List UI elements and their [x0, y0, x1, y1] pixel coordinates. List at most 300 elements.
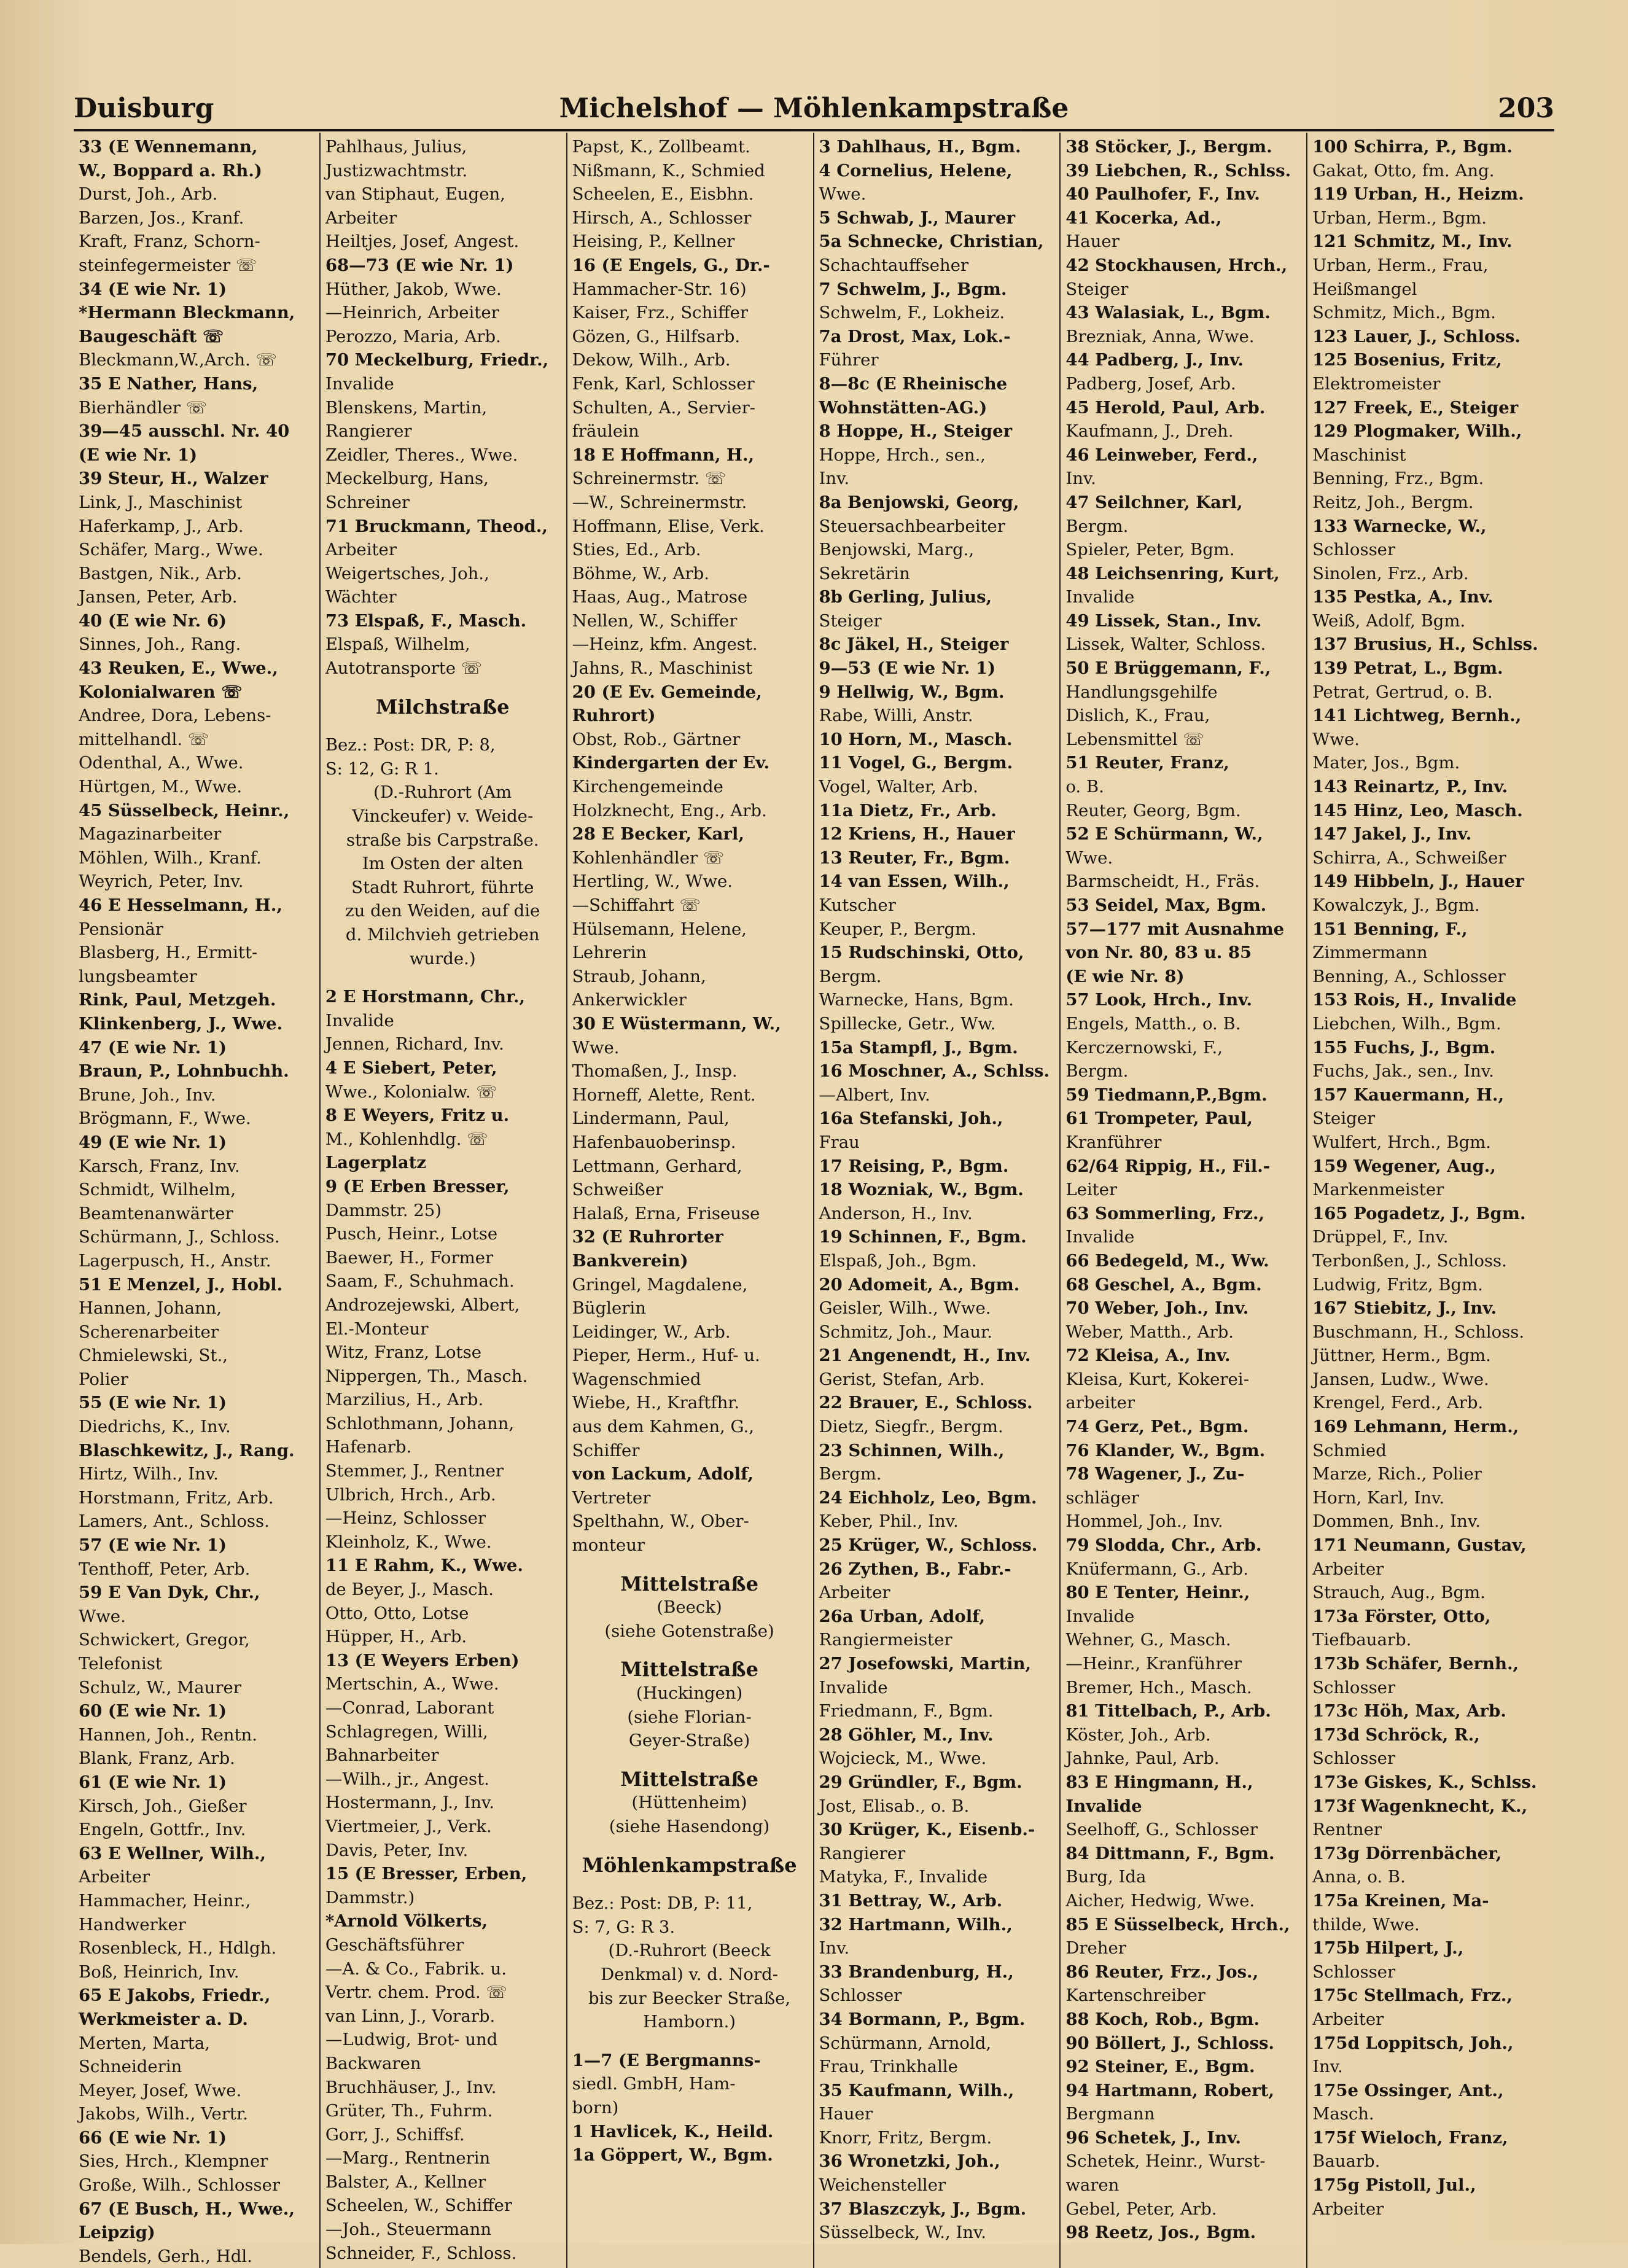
directory-entry: 12 Kriens, H., Hauer: [819, 824, 1015, 844]
directory-entry: Markenmeister: [1312, 1180, 1444, 1200]
directory-entry: Jost, Elisab., o. B.: [819, 1796, 970, 1816]
directory-entry: Schlosser: [1312, 1677, 1396, 1697]
directory-entry: Odenthal, A., Wwe.: [79, 753, 244, 773]
directory-entry: 141 Lichtweg, Bernh.,: [1312, 706, 1522, 726]
directory-entry: Invalide: [1065, 1606, 1135, 1626]
directory-entry: Padberg, Josef, Arb.: [1065, 373, 1236, 394]
directory-entry: 96 Schetek, J., Inv.: [1065, 2127, 1241, 2148]
directory-entry: Rosenbleck, H., Hdlgh.: [79, 1938, 277, 1958]
directory-entry: fräulein: [572, 421, 639, 442]
directory-entry: 67 (E Busch, H., Wwe.,: [79, 2199, 295, 2219]
directory-entry: Schlothmann, Johann,: [325, 1413, 515, 1433]
directory-entry: Kaiser, Frz., Schiffer: [572, 303, 749, 323]
directory-entry: Gözen, G., Hilfsarb.: [572, 326, 741, 346]
directory-entry: M., Kohlenhdlg. ☏: [325, 1129, 488, 1149]
directory-entry: 3 Dahlhaus, H., Bgm.: [819, 137, 1021, 157]
directory-entry: Masch.: [1312, 2104, 1374, 2124]
directory-entry: 19 Schinnen, F., Bgm.: [819, 1227, 1027, 1247]
directory-entry: 23 Schinnen, Wilh.,: [819, 1440, 1005, 1460]
directory-entry: Otto, Otto, Lotse: [325, 1603, 469, 1623]
directory-entry: Benning, Frz., Bgm.: [1312, 469, 1484, 489]
directory-entry: 41 Kocerka, Ad.,: [1065, 208, 1222, 228]
directory-entry: Burg, Ida: [1065, 1867, 1147, 1887]
directory-entry: 8 E Weyers, Fritz u.: [325, 1105, 510, 1126]
directory-entry: 46 E Hesselmann, H.,: [79, 895, 282, 915]
directory-entry: 9 Hellwig, W., Bgm.: [819, 682, 1005, 702]
directory-entry: 81 Tittelbach, P., Arb.: [1065, 1701, 1271, 1721]
directory-entry: 175d Loppitsch, Joh.,: [1312, 2033, 1514, 2053]
directory-entry: Urban, Herm., Frau,: [1312, 255, 1489, 275]
directory-entry: 11 Vogel, G., Bergm.: [819, 753, 1013, 773]
directory-entry: Hülsemann, Helene,: [572, 919, 747, 939]
directory-entry: Chmielewski, St.,: [79, 1346, 228, 1366]
directory-entry: Dammstr. 25): [325, 1200, 442, 1220]
directory-entry: Geyer-Straße): [628, 1731, 750, 1751]
directory-entry: Blasberg, H., Ermitt-: [79, 943, 258, 963]
directory-entry: 9—53 (E wie Nr. 1): [819, 658, 996, 679]
directory-entry: W., Boppard a. Rh.): [79, 160, 262, 181]
directory-entry: Invalide: [1065, 1227, 1135, 1247]
directory-entry: (siehe Gotenstraße): [604, 1621, 774, 1641]
directory-entry: 119 Urban, H., Heizm.: [1312, 184, 1524, 205]
directory-entry: Link, J., Maschinist: [79, 492, 243, 512]
directory-entry: Meyer, Josef, Wwe.: [79, 2080, 242, 2100]
directory-entry: Drüppel, F., Inv.: [1312, 1227, 1449, 1247]
directory-entry: 8a Benjowski, Georg,: [819, 492, 1019, 512]
directory-entry: 2 E Horstmann, Chr.,: [325, 987, 526, 1007]
directory-entry: (D.-Ruhrort (Am: [373, 782, 512, 803]
city-name: Duisburg: [74, 93, 214, 124]
directory-entry: Rangierer: [325, 421, 412, 442]
directory-entry: Nippergen, Th., Masch.: [325, 1366, 528, 1386]
directory-entry: Hamborn.): [643, 2012, 736, 2032]
directory-entry: Bleckmann,W.,Arch. ☏: [79, 350, 277, 370]
directory-entry: zu den Weiden, auf die: [345, 901, 540, 921]
directory-entry: Hertling, W., Wwe.: [572, 871, 733, 892]
directory-entry: Wwe.: [1312, 729, 1360, 749]
directory-entry: 173f Wagenknecht, K.,: [1312, 1796, 1528, 1816]
directory-entry: Gringel, Magdalene,: [572, 1274, 748, 1295]
directory-entry: (E wie Nr. 1): [79, 445, 198, 465]
directory-entry: Frau, Trinkhalle: [819, 2057, 958, 2077]
directory-entry: Witz, Franz, Lotse: [325, 1342, 481, 1363]
directory-entry: straße bis Carpstraße.: [346, 830, 539, 850]
directory-entry: Wwe.: [572, 1037, 620, 1058]
directory-entry: Inv.: [819, 1938, 850, 1958]
directory-entry: Kleisa, Kurt, Kokerei-: [1065, 1369, 1249, 1389]
directory-entry: 11a Dietz, Fr., Arb.: [819, 800, 997, 820]
directory-entry: 100 Schirra, P., Bgm.: [1312, 137, 1513, 157]
directory-entry: Weyrich, Peter, Inv.: [79, 871, 244, 892]
directory-entry: 49 (E wie Nr. 1): [79, 1132, 227, 1152]
directory-entry: 18 E Hoffmann, H.,: [572, 445, 755, 465]
directory-entry: 153 Rois, H., Invalide: [1312, 990, 1517, 1010]
directory-entry: Kleinholz, K., Wwe.: [325, 1532, 492, 1552]
directory-entry: 15 (E Bresser, Erben,: [325, 1864, 528, 1884]
directory-entry: Anna, o. B.: [1312, 1867, 1406, 1887]
directory-entry: 14 van Essen, Wilh.,: [819, 871, 1010, 892]
directory-entry: 7 Schwelm, J., Bgm.: [819, 279, 1007, 299]
directory-entry: Tenthoff, Peter, Arb.: [79, 1559, 251, 1579]
directory-entry: 45 Herold, Paul, Arb.: [1065, 397, 1266, 418]
directory-entry: Rentner: [1312, 1820, 1382, 1840]
directory-entry: Horn, Karl, Inv.: [1312, 1487, 1444, 1508]
directory-entry: mittelhandl. ☏: [79, 729, 209, 749]
directory-entry: Vertreter: [572, 1487, 651, 1508]
directory-entry: Jansen, Peter, Arb.: [79, 587, 238, 607]
directory-entry: Jahns, R., Maschinist: [572, 658, 753, 679]
directory-entry: 147 Jakel, J., Inv.: [1312, 824, 1472, 844]
directory-entry: Ankerwickler: [572, 990, 687, 1010]
directory-entry: Bergm.: [819, 966, 882, 986]
directory-entry: Lindermann, Paul,: [572, 1109, 730, 1129]
directory-entry: Durst, Joh., Arb.: [79, 184, 218, 205]
directory-entry: Rabe, Willi, Anstr.: [819, 706, 973, 726]
directory-entry: Schweißer: [572, 1180, 664, 1200]
directory-entry: —Ludwig, Brot- und: [325, 2030, 498, 2050]
directory-entry: Petrat, Gertrud, o. B.: [1312, 682, 1493, 702]
directory-entry: 68—73 (E wie Nr. 1): [325, 255, 514, 275]
directory-entry: Kirsch, Joh., Gießer: [79, 1796, 247, 1816]
directory-entry: 27 Josefowski, Martin,: [819, 1654, 1032, 1674]
directory-entry: 98 Reetz, Jos., Bgm.: [1065, 2223, 1256, 2243]
directory-entry: 173d Schröck, R.,: [1312, 1724, 1480, 1745]
directory-entry: Heising, P., Kellner: [572, 232, 735, 252]
directory-entry: 16 Moschner, A., Schlss.: [819, 1061, 1050, 1081]
directory-entry: de Beyer, J., Masch.: [325, 1580, 494, 1600]
column-2: [321, 133, 567, 2268]
directory-entry: El.-Monteur: [325, 1319, 429, 1339]
directory-entry: Leipzig): [79, 2223, 155, 2243]
directory-entry: 46 Leinweber, Ferd.,: [1065, 445, 1258, 465]
directory-entry: 173b Schäfer, Bernh.,: [1312, 1654, 1519, 1674]
directory-entry: Beamtenanwärter: [79, 1203, 233, 1223]
directory-entry: Bergm.: [819, 1464, 882, 1484]
directory-entry: Horneff, Alette, Rent.: [572, 1085, 756, 1105]
directory-entry: Vertr. chem. Prod. ☏: [325, 1982, 507, 2003]
directory-entry: Schlosser: [1312, 540, 1396, 560]
directory-entry: Schreiner: [325, 492, 410, 512]
directory-entry: 39 Liebchen, R., Schlss.: [1065, 160, 1291, 181]
directory-entry: 22 Brauer, E., Schloss.: [819, 1393, 1033, 1413]
directory-entry: Bergm.: [1065, 516, 1129, 536]
directory-entry: Merten, Marta,: [79, 2033, 210, 2053]
directory-entry: 30 E Wüstermann, W.,: [572, 1013, 781, 1034]
directory-entry: bis zur Beecker Straße,: [588, 1988, 791, 2008]
directory-entry: Kolonialwaren ☏: [79, 682, 243, 702]
directory-entry: Schulten, A., Servier-: [572, 397, 756, 418]
directory-entry: Blaschkewitz, J., Rang.: [79, 1440, 295, 1460]
directory-entry: 165 Pogadetz, J., Bgm.: [1312, 1203, 1526, 1223]
directory-entry: Kindergarten der Ev.: [572, 753, 770, 773]
directory-entry: 8 Hoppe, H., Steiger: [819, 421, 1013, 442]
directory-entry: Leiter: [1065, 1180, 1118, 1200]
directory-entry: Hommel, Joh., Inv.: [1065, 1511, 1223, 1532]
directory-entry: Andree, Dora, Lebens-: [79, 706, 271, 726]
directory-entry: 167 Stiebitz, J., Inv.: [1312, 1298, 1497, 1319]
directory-entry: Schäfer, Marg., Wwe.: [79, 540, 263, 560]
directory-entry: Wwe.: [1065, 848, 1113, 868]
directory-entry: Tiefbauarb.: [1312, 1630, 1412, 1650]
directory-entry: Kranführer: [1065, 1132, 1162, 1152]
directory-entry: Sties, Ed., Arb.: [572, 540, 701, 560]
directory-entry: 60 (E wie Nr. 1): [79, 1701, 227, 1721]
directory-entry: 1—7 (E Bergmanns-: [572, 2050, 761, 2070]
directory-entry: Hirtz, Wilh., Inv.: [79, 1464, 219, 1484]
directory-entry: —Conrad, Laborant: [325, 1698, 494, 1718]
directory-entry: Zimmermann: [1312, 943, 1428, 963]
directory-entry: 26 Zythen, B., Fabr.-: [819, 1559, 1011, 1579]
directory-entry: (siehe Florian-: [627, 1707, 752, 1727]
directory-entry: Hannen, Joh., Rentn.: [79, 1724, 257, 1745]
directory-entry: 145 Hinz, Leo, Masch.: [1312, 800, 1523, 820]
directory-entry: 31 Bettray, W., Arb.: [819, 1890, 1003, 1911]
directory-entry: Dietz, Siegfr., Bergm.: [819, 1417, 1003, 1437]
directory-entry: Klinkenberg, J., Wwe.: [79, 1013, 283, 1034]
directory-entry: Baugeschäft ☏: [79, 326, 224, 346]
directory-entry: 171 Neumann, Gustav,: [1312, 1535, 1527, 1556]
directory-entry: Lebensmittel ☏: [1065, 729, 1204, 749]
directory-entry: Halaß, Erna, Friseuse: [572, 1203, 760, 1223]
directory-entry: Gerist, Stefan, Arb.: [819, 1369, 985, 1389]
directory-entry: 90 Böllert, J., Schloss.: [1065, 2033, 1275, 2053]
directory-entry: Wagenschmied: [572, 1369, 701, 1389]
spacer: [572, 1839, 807, 1853]
directory-entry: Hoffmann, Elise, Verk.: [572, 516, 765, 536]
directory-entry: Keuper, P., Bergm.: [819, 919, 976, 939]
directory-entry: 15a Stampfl, J., Bgm.: [819, 1037, 1018, 1058]
directory-entry: Brune, Joh., Inv.: [79, 1085, 216, 1105]
directory-entry: Jahnke, Paul, Arb.: [1065, 1748, 1220, 1769]
directory-entry: (Huckingen): [636, 1683, 743, 1703]
directory-entry: Krengel, Ferd., Arb.: [1312, 1393, 1484, 1413]
directory-entry: 13 (E Weyers Erben): [325, 1650, 520, 1670]
directory-entry: Spillecke, Getr., Ww.: [819, 1013, 996, 1034]
directory-entry: 125 Bosenius, Fritz,: [1312, 350, 1502, 370]
directory-entry: 8b Gerling, Julius,: [819, 587, 992, 607]
directory-entry: Bankverein): [572, 1250, 688, 1271]
directory-entry: 8c Jäkel, H., Steiger: [819, 634, 1009, 655]
directory-entry: Wwe., Kolonialw. ☏: [325, 1081, 497, 1102]
directory-entry: Kutscher: [819, 895, 896, 915]
directory-entry: aus dem Kahmen, G.,: [572, 1417, 754, 1437]
directory-entry: Aicher, Hedwig, Wwe.: [1065, 1890, 1255, 1911]
directory-entry: 49 Lissek, Stan., Inv.: [1065, 610, 1262, 631]
directory-entry: Geschäftsführer: [325, 1935, 464, 1955]
directory-entry: 57 Look, Hrch., Inv.: [1065, 990, 1252, 1010]
directory-entry: Elspaß, Wilhelm,: [325, 634, 470, 655]
directory-entry: Kartenschreiber: [1065, 1985, 1205, 2006]
directory-entry: Inv.: [1312, 2057, 1343, 2077]
directory-entry: Gorr, J., Schiffsf.: [325, 2124, 465, 2145]
directory-entry: 72 Kleisa, A., Inv.: [1065, 1346, 1231, 1366]
directory-entry: 78 Wagener, J., Zu-: [1065, 1464, 1245, 1484]
directory-entry: —Wilh., jr., Angest.: [325, 1769, 489, 1789]
directory-entry: Reitz, Joh., Bergm.: [1312, 492, 1474, 512]
directory-entry: Pusch, Heinr., Lotse: [325, 1224, 498, 1244]
directory-entry: Ludwig, Fritz, Bgm.: [1312, 1274, 1483, 1295]
directory-entry: Diedrichs, K., Inv.: [79, 1417, 231, 1437]
directory-entry: 86 Reuter, Frz., Jos.,: [1065, 1962, 1259, 1982]
directory-entry: —A. & Co., Fabrik. u.: [325, 1958, 507, 1979]
directory-entry: —Albert, Inv.: [819, 1085, 930, 1105]
directory-entry: Viertmeier, J., Verk.: [325, 1816, 492, 1836]
directory-entry: Dommen, Bnh., Inv.: [1312, 1511, 1481, 1532]
directory-entry: Scherenarbeiter: [79, 1322, 219, 1342]
directory-entry: 35 E Nather, Hans,: [79, 373, 259, 394]
directory-entry: Werkmeister a. D.: [79, 2009, 248, 2029]
directory-entry: Balster, A., Kellner: [325, 2172, 486, 2192]
directory-entry: Papst, K., Zollbeamt.: [572, 137, 750, 157]
directory-entry: S: 12, G: R 1.: [325, 758, 439, 779]
directory-entry: 121 Schmitz, M., Inv.: [1312, 232, 1513, 252]
directory-entry: Jakobs, Wilh., Vertr.: [79, 2104, 248, 2124]
directory-entry: Baewer, H., Former: [325, 1247, 494, 1268]
directory-entry: 29 Gründler, F., Bgm.: [819, 1772, 1022, 1792]
directory-entry: Hammacher-Str. 16): [572, 279, 747, 299]
directory-entry: Invalide: [325, 373, 394, 394]
directory-entry: Weber, Matth., Arb.: [1065, 1322, 1234, 1342]
directory-entry: Lagerpusch, H., Anstr.: [79, 1250, 271, 1271]
directory-entry: Engeln, Gottfr., Inv.: [79, 1820, 246, 1840]
directory-entry: Inv.: [1065, 469, 1096, 489]
directory-entry: 173c Höh, Max, Arb.: [1312, 1701, 1506, 1721]
directory-entry: Schachtauffseher: [819, 255, 969, 275]
directory-entry: 80 E Tenter, Heinr.,: [1065, 1583, 1250, 1603]
directory-entry: Mertschin, A., Wwe.: [325, 1674, 499, 1694]
directory-entry: Arbeiter: [325, 208, 397, 228]
directory-entry: Knorr, Fritz, Bergm.: [819, 2127, 992, 2148]
directory-entry: —Joh., Steuermann: [325, 2219, 492, 2240]
directory-entry: 79 Slodda, Chr., Arb.: [1065, 1535, 1262, 1556]
directory-entry: 28 Göhler, M., Inv.: [819, 1724, 994, 1745]
directory-entry: Köster, Joh., Arb.: [1065, 1724, 1211, 1745]
directory-entry: Schlosser: [1312, 1748, 1396, 1769]
directory-entry: 24 Eichholz, Leo, Bgm.: [819, 1487, 1037, 1508]
directory-entry: 57—177 mit Ausnahme: [1065, 919, 1285, 939]
directory-entry: 73 Elspaß, F., Masch.: [325, 610, 527, 631]
directory-entry: Schlosser: [819, 1985, 902, 2006]
directory-entry: 18 Wozniak, W., Bgm.: [819, 1180, 1024, 1200]
directory-entry: Böhme, W., Arb.: [572, 563, 709, 583]
directory-entry: steinfegermeister ☏: [79, 255, 257, 275]
directory-entry: Backwaren: [325, 2053, 421, 2073]
directory-entry: Schlosser: [1312, 1962, 1396, 1982]
directory-entry: 4 Cornelius, Helene,: [819, 160, 1013, 181]
directory-entry: 51 Reuter, Franz,: [1065, 753, 1229, 773]
spacer: [572, 1557, 807, 1572]
directory-entry: Arbeiter: [1312, 1559, 1384, 1579]
directory-entry: Kirchengemeinde: [572, 777, 723, 797]
directory-entry: waren: [1065, 2175, 1120, 2196]
directory-entry: Schneiderin: [79, 2057, 182, 2077]
directory-entry: Thomaßen, J., Insp.: [572, 1061, 738, 1081]
directory-entry: Hafenbauoberinsp.: [572, 1132, 736, 1152]
spacer: [572, 1877, 807, 1892]
directory-entry: Pahlhaus, Julius,: [325, 137, 467, 157]
directory-entry: —W., Schreinermstr.: [572, 492, 747, 512]
directory-entry: 133 Warnecke, W.,: [1312, 516, 1487, 536]
directory-entry: Schmied: [1312, 1440, 1387, 1460]
directory-entry: Barmscheidt, H., Fräs.: [1065, 871, 1260, 892]
directory-entry: Justizwachtmstr.: [325, 160, 468, 181]
directory-entry: Große, Wilh., Schlosser: [79, 2175, 281, 2196]
directory-entry: Pensionär: [79, 919, 163, 939]
directory-entry: Invalide: [819, 1677, 888, 1697]
directory-entry: Terbonßen, J., Schloss.: [1312, 1250, 1507, 1271]
directory-entry: Schlagregen, Willi,: [325, 1721, 488, 1742]
directory-entry: 28 E Becker, Karl,: [572, 824, 744, 844]
column-4: [814, 133, 1061, 2268]
directory-entry: thilde, Wwe.: [1312, 1914, 1420, 1935]
directory-entry: Anderson, H., Inv.: [819, 1203, 973, 1223]
directory-entry: 175g Pistoll, Jul.,: [1312, 2175, 1476, 2196]
directory-entry: 48 Leichsenring, Kurt,: [1065, 563, 1280, 583]
spacer: [325, 719, 560, 733]
directory-entry: Mater, Jos., Bgm.: [1312, 753, 1460, 773]
directory-entry: 127 Freek, E., Steiger: [1312, 397, 1519, 418]
directory-entry: Arbeiter: [325, 540, 397, 560]
directory-entry: Benning, A., Schlosser: [1312, 966, 1506, 986]
directory-entry: *Arnold Völkerts,: [325, 1911, 488, 1931]
directory-entry: 38 Stöcker, J., Bergm.: [1065, 137, 1272, 157]
directory-entry: Schwelm, F., Lokheiz.: [819, 303, 1005, 323]
directory-entry: 20 Adomeit, A., Bgm.: [819, 1274, 1020, 1295]
directory-entry: Kraft, Franz, Schorn-: [79, 232, 260, 252]
directory-entry: Wächter: [325, 587, 397, 607]
directory-entry: Im Osten der alten: [362, 854, 523, 874]
directory-entry: Friedmann, F., Bgm.: [819, 1701, 994, 1721]
directory-entry: Lehrerin: [572, 943, 647, 963]
directory-entry: 40 Paulhofer, F., Inv.: [1065, 184, 1260, 205]
spacer: [572, 2034, 807, 2049]
directory-entry: Perozzo, Maria, Arb.: [325, 326, 501, 346]
directory-entry: Warnecke, Hans, Bgm.: [819, 990, 1015, 1010]
directory-entry: 85 E Süsselbeck, Hrch.,: [1065, 1914, 1290, 1935]
directory-entry: Davis, Peter, Inv.: [325, 1840, 469, 1860]
directory-entry: 30 Krüger, K., Eisenb.-: [819, 1820, 1035, 1840]
directory-entry: 175f Wieloch, Franz,: [1312, 2127, 1508, 2148]
directory-entry: Süsselbeck, W., Inv.: [819, 2223, 987, 2243]
directory-entry: 11 E Rahm, K., Wwe.: [325, 1556, 523, 1576]
directory-entry: 173a Förster, Otto,: [1312, 1606, 1491, 1626]
directory-entry: Lissek, Walter, Schloss.: [1065, 634, 1266, 655]
directory-entry: Spieler, Peter, Bgm.: [1065, 540, 1235, 560]
directory-entry: 175b Hilpert, J.,: [1312, 1938, 1464, 1958]
directory-entry: Bremer, Hch., Masch.: [1065, 1677, 1252, 1697]
directory-entry: Nellen, W., Schiffer: [572, 610, 738, 631]
directory-entry: Bastgen, Nik., Arb.: [79, 563, 242, 583]
directory-columns: [74, 133, 1554, 2266]
directory-entry: 55 (E wie Nr. 1): [79, 1393, 227, 1413]
directory-entry: Benjowski, Marg.,: [819, 540, 975, 560]
directory-entry: Arbeiter: [1312, 2009, 1384, 2029]
directory-entry: Jennen, Richard, Inv.: [325, 1034, 504, 1054]
directory-entry: 175e Ossinger, Ant.,: [1312, 2080, 1504, 2100]
directory-entry: Zeidler, Theres., Wwe.: [325, 445, 518, 465]
directory-entry: lungsbeamter: [79, 966, 197, 986]
directory-entry: Frau: [819, 1132, 860, 1152]
directory-entry: Wwe.: [819, 184, 867, 205]
directory-entry: 53 Seidel, Max, Bgm.: [1065, 895, 1267, 915]
directory-entry: 129 Plogmaker, Wilh.,: [1312, 421, 1522, 442]
directory-entry: 149 Hibbeln, J., Hauer: [1312, 871, 1524, 892]
directory-entry: Elspaß, Joh., Bgm.: [819, 1250, 977, 1271]
column-5: [1061, 133, 1307, 2268]
directory-entry: 65 E Jakobs, Friedr.,: [79, 1985, 271, 2006]
directory-entry: 32 (E Ruhrorter: [572, 1227, 723, 1247]
directory-entry: 175a Kreinen, Ma-: [1312, 1890, 1489, 1911]
